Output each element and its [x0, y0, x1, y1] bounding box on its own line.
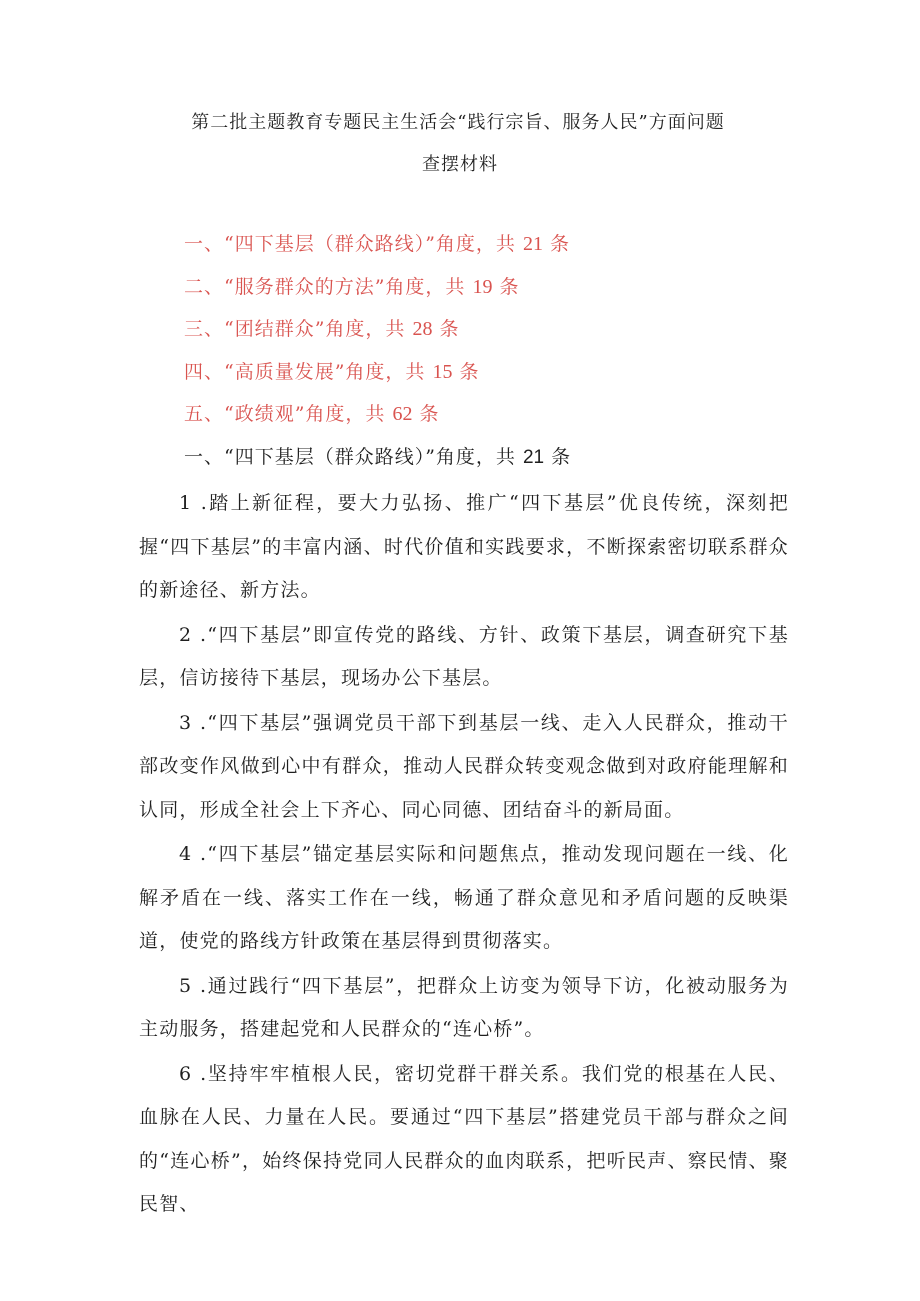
body-text [139, 482, 789, 1228]
section-heading-suffix: 条 [544, 446, 572, 468]
toc-item-prefix: 五、“政绩观”角度，共 [184, 403, 393, 425]
toc-item-prefix: 一、“四下基层（群众路线）”角度，共 [184, 233, 523, 255]
toc-item-count: 21 [522, 233, 543, 255]
toc-item-suffix: 条 [452, 360, 480, 383]
toc-item-5[interactable] [184, 399, 570, 442]
section-heading-prefix: 一、“四下基层（群众路线）”角度，共 [184, 446, 523, 468]
toc-item-count: 62 [392, 403, 413, 425]
paragraph-5: 5 .通过践行“四下基层”，把群众上访变为领导下访，化被动服务为主动服务，搭建起党和人民群众的“连心桥”。 [139, 974, 789, 1040]
toc-item-count: 15 [432, 360, 453, 383]
document-title-line-2: 查摆材料 [422, 154, 498, 175]
table-of-contents [184, 229, 570, 442]
toc-item-prefix: 三、“团结群众”角度，共 [184, 318, 413, 340]
paragraph-1: 1 .踏上新征程，要大力弘扬、推广“四下基层”优良传统，深刻把握“四下基层”的丰富内涵、时代价值和实践要求，不断探索密切联系群众的新途径、新方法。 [139, 492, 789, 601]
toc-item-2[interactable] [184, 272, 570, 315]
toc-item-4[interactable] [184, 357, 570, 400]
section-heading-count: 21 [522, 447, 545, 468]
paragraph-2: 2 .“四下基层”即宣传党的路线、方针、政策下基层，调查研究下基层，信访接待下基层，现场办公下基层。 [139, 623, 789, 689]
paragraph-4: 4 .“四下基层”锚定基层实际和问题焦点，推动发现问题在一线、化解矛盾在一线、落实工作在一线，畅通了群众意见和矛盾问题的反映渠道，使党的路线方针政策在基层得到贯彻落实。 [139, 843, 789, 952]
toc-item-prefix: 四、“高质量发展”角度，共 [184, 360, 433, 383]
document-title-line-1: 第二批主题教育专题民主生活会“践行宗旨、服务人民”方面问题 [191, 112, 725, 133]
toc-item-3[interactable] [184, 314, 570, 357]
toc-item-count: 28 [412, 318, 433, 340]
toc-item-count: 19 [472, 275, 493, 298]
toc-item-prefix: 二、“服务群众的方法”角度，共 [184, 275, 473, 298]
section-heading [184, 442, 571, 469]
toc-item-suffix: 条 [432, 318, 460, 340]
paragraph-6: 6 .坚持牢牢植根人民，密切党群干群关系。我们党的根基在人民、血脉在人民、力量在人民。要通过“四下基层”搭建党员干部与群众之间的“连心桥”，始终保持党同人民群众的血肉联系，把听民声、察民情、聚民智、 [139, 1062, 789, 1215]
paragraph-3: 3 .“四下基层”强调党员干部下到基层一线、走入人民群众，推动干部改变作风做到心中有群众，推动人民群众转变观念做到对政府能理解和认同，形成全社会上下齐心、同心同德、团结奋斗的新局面。 [139, 711, 789, 821]
toc-item-suffix: 条 [412, 403, 440, 425]
toc-item-suffix: 条 [542, 233, 571, 255]
toc-item-1[interactable] [184, 229, 570, 272]
toc-item-suffix: 条 [492, 275, 520, 298]
